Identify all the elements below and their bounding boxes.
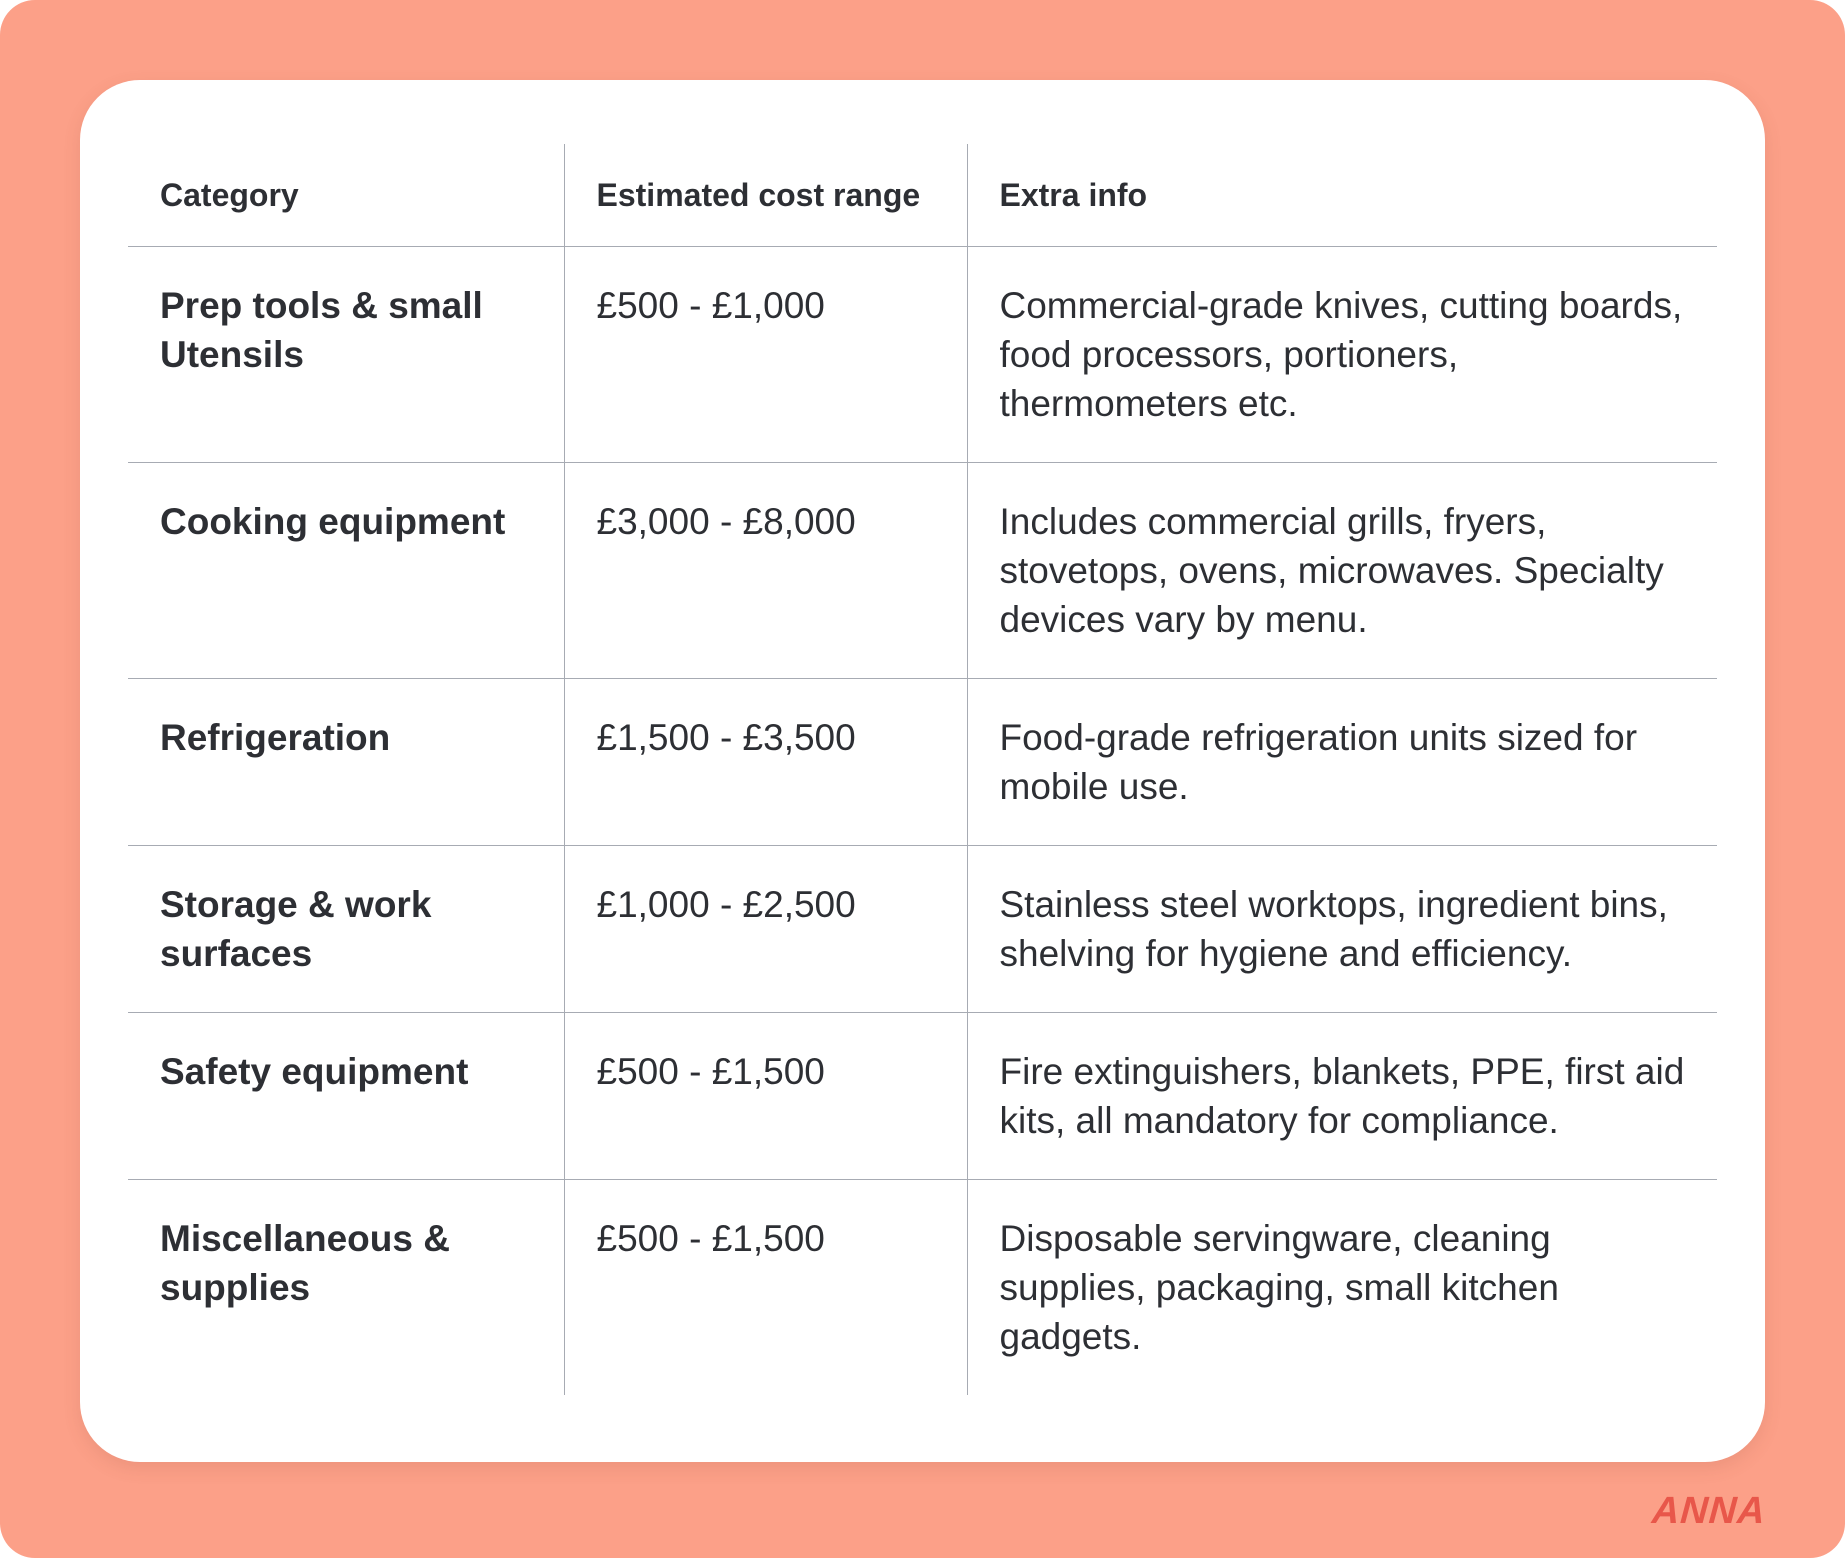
extra-info-cell: Commercial-grade knives, cutting boards, food processors, portioners, thermometers etc. bbox=[967, 247, 1717, 463]
category-cell: Miscellaneous & supplies bbox=[160, 1218, 450, 1308]
cost-range-cell: £500 - £1,000 bbox=[564, 247, 967, 463]
category-cell: Prep tools & small Utensils bbox=[128, 247, 564, 463]
header-estimated-cost-range: Estimated cost range bbox=[564, 144, 967, 247]
table-row bbox=[128, 1013, 1717, 1180]
extra-info-cell: Disposable servingware, cleaning supplies, packaging, small kitchen gadgets. bbox=[967, 1180, 1717, 1396]
extra-info-cell: Fire extinguishers, blankets, PPE, first aid kits, all mandatory for compliance. bbox=[967, 1013, 1717, 1180]
table-row bbox=[128, 846, 1717, 1013]
extra-info-cell: Food-grade refrigeration units sized for mobile use. bbox=[967, 679, 1717, 846]
table-row bbox=[128, 463, 1717, 679]
extra-info-cell: Includes commercial grills, fryers, stovetops, ovens, microwaves. Specialty devices vary by menu. bbox=[967, 463, 1717, 679]
header-extra-info: Extra info bbox=[967, 144, 1717, 247]
table-header-row bbox=[128, 144, 1717, 247]
category-cell: Storage & work surfaces bbox=[128, 846, 564, 1013]
anna-logo: ANNA bbox=[1650, 1490, 1768, 1532]
cost-range-cell: £1,500 - £3,500 bbox=[564, 679, 967, 846]
table-row bbox=[128, 1180, 1717, 1396]
table-row bbox=[128, 247, 1717, 463]
header-category: Category bbox=[128, 144, 564, 247]
cost-table bbox=[128, 144, 1717, 1395]
cost-range-cell: £3,000 - £8,000 bbox=[564, 463, 967, 679]
category-cell: Cooking equipment bbox=[128, 463, 564, 679]
category-cell: Safety equipment bbox=[128, 1013, 564, 1180]
cost-range-cell: £500 - £1,500 bbox=[564, 1180, 967, 1396]
cost-table-card bbox=[80, 80, 1765, 1462]
category-cell: Refrigeration bbox=[128, 679, 564, 846]
cost-range-cell: £500 - £1,500 bbox=[564, 1013, 967, 1180]
table-row bbox=[128, 679, 1717, 846]
cost-range-cell: £1,000 - £2,500 bbox=[564, 846, 967, 1013]
extra-info-cell: Stainless steel worktops, ingredient bins, shelving for hygiene and efficiency. bbox=[967, 846, 1717, 1013]
